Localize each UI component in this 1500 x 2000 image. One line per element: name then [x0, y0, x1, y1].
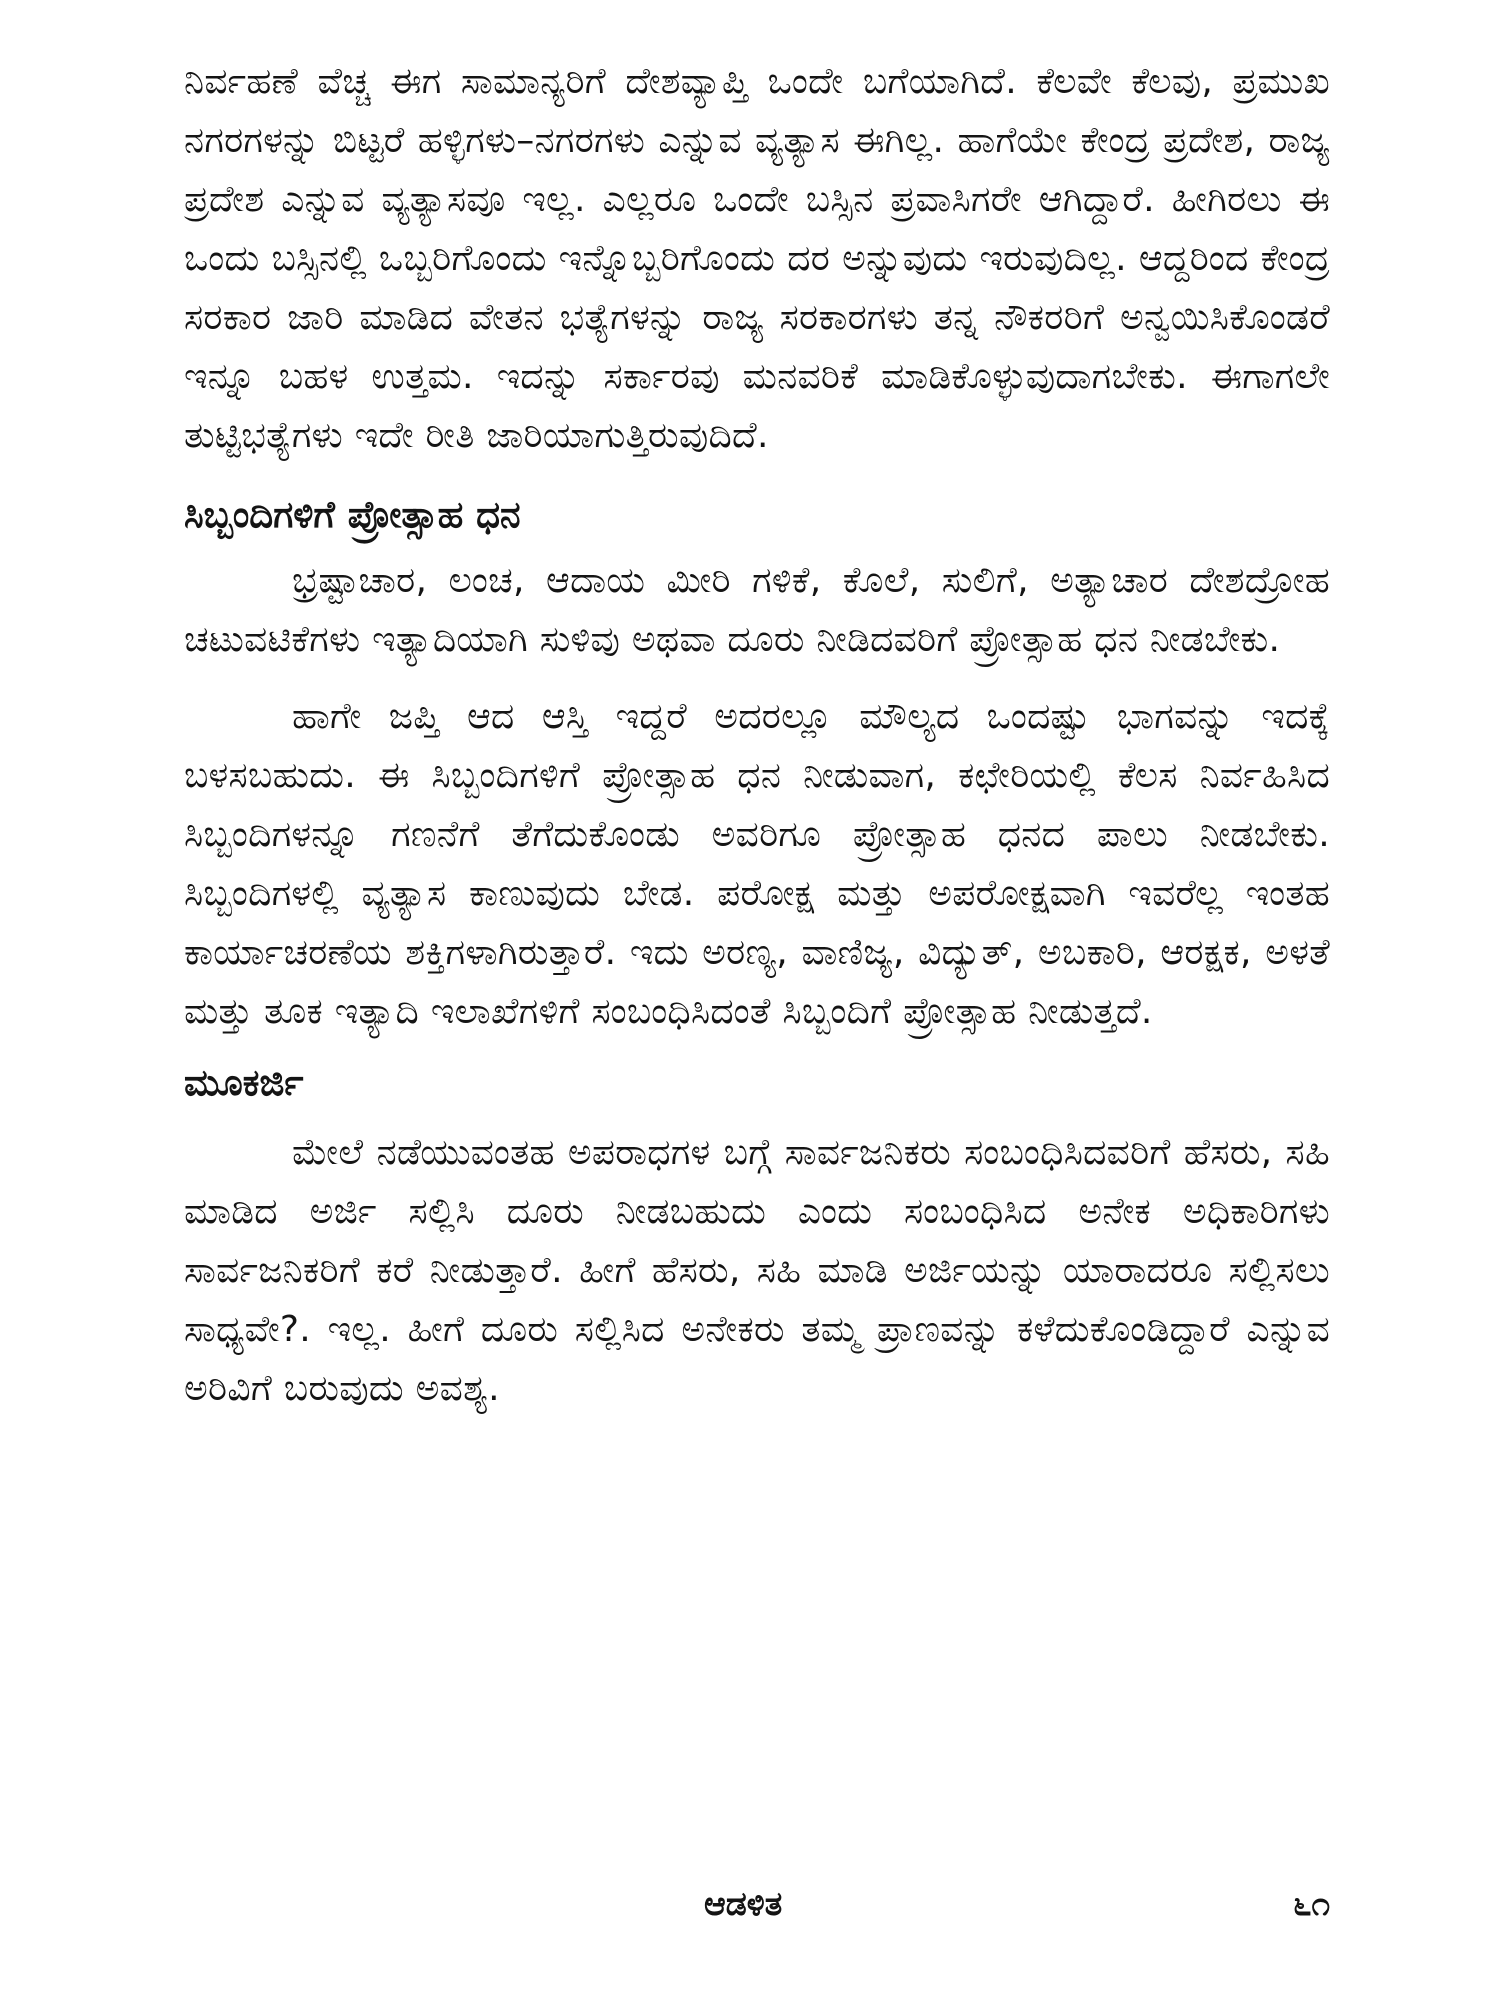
- paragraph-expenses: ನಿರ್ವಹಣೆ ವೆಚ್ಚ ಈಗ ಸಾಮಾನ್ಯರಿಗೆ ದೇಶವ್ಯಾಪ್ತಿ ಒಂದೇ ಬಗೆಯಾಗಿದೆ. ಕೆಲವೇ ಕೆಲವು, ಪ್ರಮುಖ ನಗರಗಳನ್ನು ಬಿಟ್ಟರೆ ಹಳ್ಳಿಗಳು–ನಗರಗಳು ಎನ್ನುವ ವ್ಯತ್ಯಾಸ ಈಗಿಲ್ಲ. ಹಾಗೆಯೇ ಕೇಂದ್ರ ಪ್ರದೇಶ, ರಾಜ್ಯ ಪ್ರದೇಶ ಎನ್ನುವ ವ್ಯತ್ಯಾಸವೂ ಇಲ್ಲ. ಎಲ್ಲರೂ ಒಂದೇ ಬಸ್ಸಿನ ಪ್ರವಾಸಿಗರೇ ಆಗಿದ್ದಾರೆ. ಹೀಗಿರಲು ಈ ಒಂದು ಬಸ್ಸಿನಲ್ಲಿ ಒಬ್ಬರಿಗೊಂದು ಇನ್ನೊಬ್ಬರಿಗೊಂದು ದರ ಅನ್ನುವುದು ಇರುವುದಿಲ್ಲ. ಆದ್ದರಿಂದ ಕೇಂದ್ರ ಸರಕಾರ ಜಾರಿ ಮಾಡಿದ ವೇತನ ಭತ್ಯೆಗಳನ್ನು ರಾಜ್ಯ ಸರಕಾರಗಳು ತನ್ನ ನೌಕರರಿಗೆ ಅನ್ವಯಿಸಿಕೊಂಡರೆ ಇನ್ನೂ ಬಹಳ ಉತ್ತಮ. ಇದನ್ನು ಸರ್ಕಾರವು ಮನವರಿಕೆ ಮಾಡಿಕೊಳ್ಳುವುದಾಗಬೇಕು. ಈಗಾಗಲೇ ತುಟ್ಟಿಭತ್ಯೆಗಳು ಇದೇ ರೀತಿ ಜಾರಿಯಾಗುತ್ತಿರುವುದಿದೆ.: [184, 61, 1330, 456]
- paragraph-anonymous-petition: ಮೇಲೆ ನಡೆಯುವಂತಹ ಅಪರಾಧಗಳ ಬಗ್ಗೆ ಸಾರ್ವಜನಿಕರು ಸಂಬಂಧಿಸಿದವರಿಗೆ ಹೆಸರು, ಸಹಿ ಮಾಡಿದ ಅರ್ಜಿ ಸಲ್ಲಿಸಿ ದೂರು ನೀಡಬಹುದು ಎಂದು ಸಂಬಂಧಿಸಿದ ಅನೇಕ ಅಧಿಕಾರಿಗಳು ಸಾರ್ವಜನಿಕರಿಗೆ ಕರೆ ನೀಡುತ್ತಾರೆ. ಹೀಗೆ ಹೆಸರು, ಸಹಿ ಮಾಡಿ ಅರ್ಜಿಯನ್ನು ಯಾರಾದರೂ ಸಲ್ಲಿಸಲು ಸಾಧ್ಯವೇ?. ಇಲ್ಲ. ಹೀಗೆ ದೂರು ಸಲ್ಲಿಸಿದ ಅನೇಕರು ತಮ್ಮ ಪ್ರಾಣವನ್ನು ಕಳೆದುಕೊಂಡಿದ್ದಾರೆ ಎನ್ನುವ ಅರಿವಿಗೆ ಬರುವುದು ಅವಶ್ಯ.: [184, 1132, 1330, 1409]
- paragraph-incentive-intro: ಭ್ರಷ್ಟಾಚಾರ, ಲಂಚ, ಆದಾಯ ಮೀರಿ ಗಳಿಕೆ, ಕೊಲೆ, ಸುಲಿಗೆ, ಅತ್ಯಾಚಾರ ದೇಶದ್ರೋಹ ಚಟುವಟಿಕೆಗಳು ಇತ್ಯಾದಿಯಾಗಿ ಸುಳಿವು ಅಥವಾ ದೂರು ನೀಡಿದವರಿಗೆ ಪ್ರೋತ್ಸಾಹ ಧನ ನೀಡಬೇಕು.: [184, 560, 1330, 660]
- section-heading-staff-incentive: ಸಿಬ್ಬಂದಿಗಳಿಗೆ ಪ್ರೋತ್ಸಾಹ ಧನ: [184, 493, 521, 536]
- page-footer: [184, 1884, 1330, 1934]
- footer-page-number: ೬೧: [1293, 1884, 1330, 1923]
- section-heading-anonymous-petition: ಮೂಕರ್ಜಿ: [184, 1061, 304, 1104]
- paragraph-incentive-details: ಹಾಗೇ ಜಪ್ತಿ ಆದ ಆಸ್ತಿ ಇದ್ದರೆ ಅದರಲ್ಲೂ ಮೌಲ್ಯದ ಒಂದಷ್ಟು ಭಾಗವನ್ನು ಇದಕ್ಕೆ ಬಳಸಬಹುದು. ಈ ಸಿಬ್ಬಂದಿಗಳಿಗೆ ಪ್ರೋತ್ಸಾಹ ಧನ ನೀಡುವಾಗ, ಕಛೇರಿಯಲ್ಲಿ ಕೆಲಸ ನಿರ್ವಹಿಸಿದ ಸಿಬ್ಬಂದಿಗಳನ್ನೂ ಗಣನೆಗೆ ತೆಗೆದುಕೊಂಡು ಅವರಿಗೂ ಪ್ರೋತ್ಸಾಹ ಧನದ ಪಾಲು ನೀಡಬೇಕು. ಸಿಬ್ಬಂದಿಗಳಲ್ಲಿ ವ್ಯತ್ಯಾಸ ಕಾಣುವುದು ಬೇಡ. ಪರೋಕ್ಷ ಮತ್ತು ಅಪರೋಕ್ಷವಾಗಿ ಇವರೆಲ್ಲ ಇಂತಹ ಕಾರ್ಯಾಚರಣೆಯ ಶಕ್ತಿಗಳಾಗಿರುತ್ತಾರೆ. ಇದು ಅರಣ್ಯ, ವಾಣಿಜ್ಯ, ವಿದ್ಯುತ್, ಅಬಕಾರಿ, ಆರಕ್ಷಕ, ಅಳತೆ ಮತ್ತು ತೂಕ ಇತ್ಯಾದಿ ಇಲಾಖೆಗಳಿಗೆ ಸಂಬಂಧಿಸಿದಂತೆ ಸಿಬ್ಬಂದಿಗೆ ಪ್ರೋತ್ಸಾಹ ನೀಡುತ್ತದೆ.: [184, 696, 1330, 1032]
- footer-book-title: ಆಡಳಿತ: [704, 1884, 783, 1923]
- document-page: [184, 52, 1330, 1952]
